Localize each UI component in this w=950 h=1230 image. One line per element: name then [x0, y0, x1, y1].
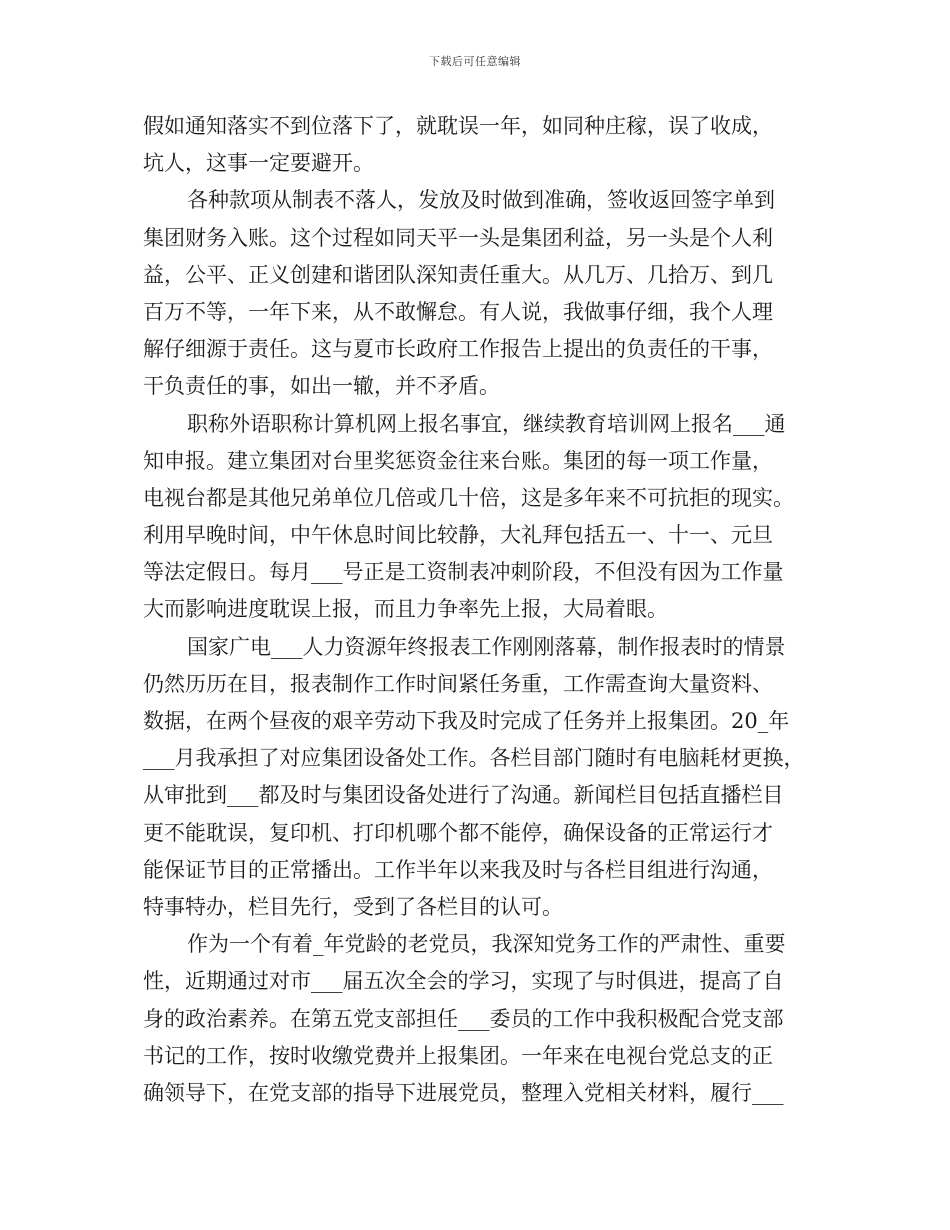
- text-line: 更不能耽误，复印机、打印机哪个都不能停，确保设备的正常运行才: [143, 820, 773, 845]
- text-line: 假如通知落实不到位落下了，就耽误一年，如同种庄稼，误了收成，: [143, 114, 773, 138]
- text-line: 集团财务入账。这个过程如同天平一头是集团利益，另一头是个人利: [143, 225, 773, 250]
- text-line: 数据，在两个昼夜的艰辛劳动下我及时完成了任务并上报集团。20_年: [143, 709, 790, 733]
- text-line: 知申报。建立集团对台里奖惩资金往来台账。集团的每一项工作量，: [143, 448, 773, 473]
- text-line: 等法定假日。每月___号正是工资制表冲刺阶段，不但没有因为工作量: [143, 560, 784, 585]
- text-line: 作为一个有着_年党龄的老党员，我深知党务工作的严肃性、重要: [187, 932, 786, 957]
- text-line: 从审批到___都及时与集团设备处进行了沟通。新闻栏目包括直播栏目: [143, 783, 784, 808]
- text-line: 干负责任的事，如出一辙，并不矛盾。: [143, 374, 500, 399]
- text-line: 大而影响进度耽误上报，而且力争率先上报，大局着眼。: [143, 597, 668, 622]
- text-line: 坑人，这事一定要避开。: [143, 151, 374, 176]
- text-line: 利用早晚时间，中午休息时间比较静，大礼拜包括五一、十一、元旦: [143, 523, 773, 548]
- document-body: [143, 108, 823, 1112]
- text-line: ___月我承担了对应集团设备处工作。各栏目部门随时有电脑耗材更换，: [143, 746, 805, 771]
- text-line: 益，公平、正义创建和谐团队深知责任重大。从几万、几拾万、到几: [143, 262, 773, 287]
- text-line: 职称外语职称计算机网上报名事宜，继续教育培训网上报名___通: [187, 411, 786, 436]
- text-line: 书记的工作，按时收缴党费并上报集团。一年来在电视台党总支的正: [143, 1043, 773, 1068]
- text-line: 能保证节目的正常播出。工作半年以来我及时与各栏目组进行沟通，: [143, 857, 773, 882]
- text-line: 性，近期通过对市___届五次全会的学习，实现了与时俱进，提高了自: [143, 969, 784, 994]
- text-line: 仍然历历在目，报表制作工作时间紧任务重，工作需查询大量资料、: [143, 671, 773, 696]
- text-line: 各种款项从制表不落人，发放及时做到准确，签收返回签字单到: [187, 188, 775, 213]
- page-header: 下载后可任意编辑: [429, 55, 521, 68]
- text-line: 电视台都是其他兄弟单位几倍或几十倍，这是多年来不可抗拒的现实。: [143, 485, 794, 510]
- text-line: 身的政治素养。在第五党支部担任___委员的工作中我积极配合党支部: [143, 1006, 784, 1031]
- text-line: 特事特办，栏目先行，受到了各栏目的认可。: [143, 894, 563, 919]
- text-line: 确领导下，在党支部的指导下进展党员，整理入党相关材料，履行___: [143, 1080, 784, 1105]
- text-line: 解仔细源于责任。这与夏市长政府工作报告上提出的负责任的干事，: [143, 337, 773, 362]
- text-line: 百万不等，一年下来，从不敢懈怠。有人说，我做事仔细，我个人理: [143, 299, 773, 324]
- text-line: 国家广电___人力资源年终报表工作刚刚落幕，制作报表时的情景: [187, 634, 786, 659]
